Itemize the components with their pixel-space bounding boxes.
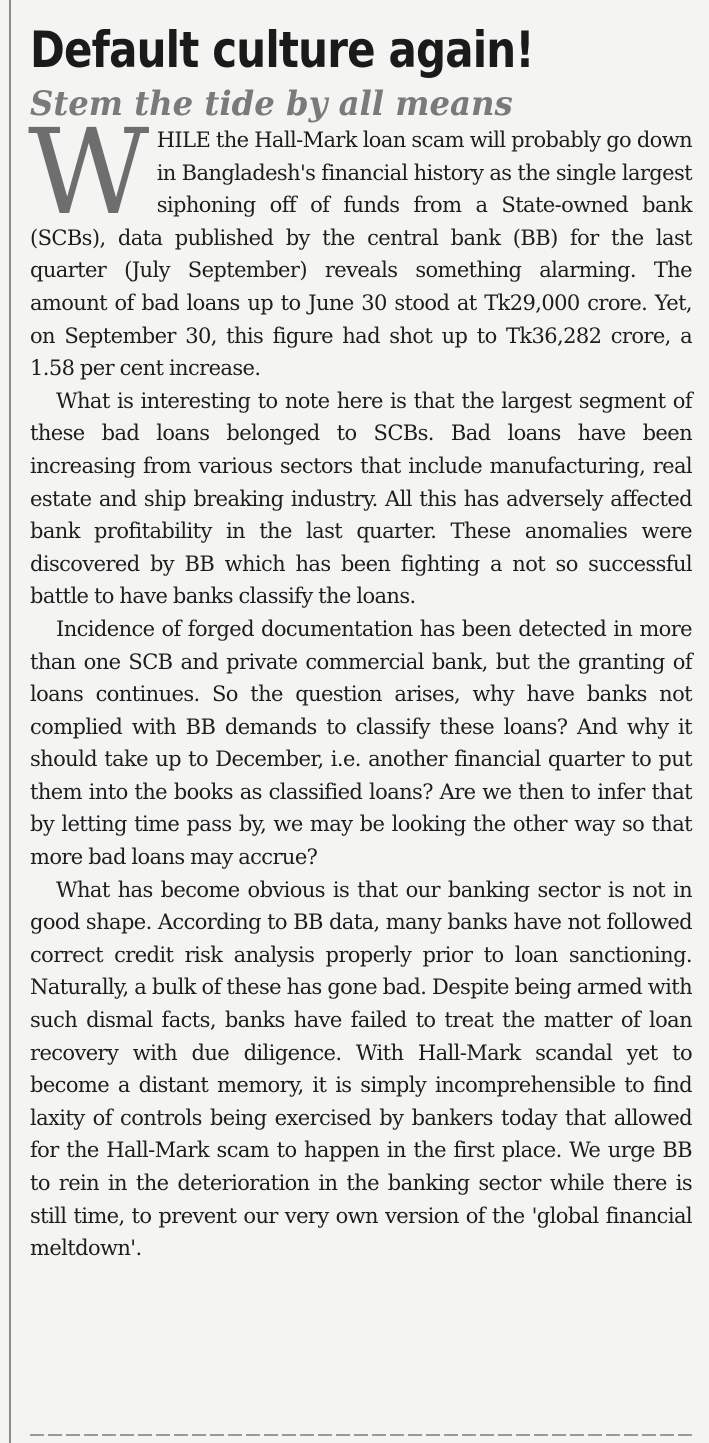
paragraph-4: What has become obvious is that our banking sector is not in good shape. According to BB data, many banks have not followed correct credit risk analysis properly prior to loan sanctioning. Naturally, a bulk of these has gone bad. Despite being armed with such dismal facts, banks have failed to treat the matter of loan recovery with due diligence. With Hall-Mark scandal yet to become a distant memory, it is simply incomprehensible to find laxity of controls being exercised by bankers today that allowed for the Hall-Mark scam to happen in the first place. We urge BB to rein in the deterioration in the banking sector while there is still time, to prevent our very own version of the 'global financial meltdown'. bbox=[30, 877, 692, 1261]
headline: Default culture again! bbox=[30, 21, 534, 79]
subheadline: Stem the tide by all means bbox=[30, 84, 513, 124]
paragraph-3: Incidence of forged documentation has been detected in more than one SCB and private commercial bank, but the granting of loans continues. So the question arises, why have banks not complied with BB demands to classify these loans? And why it should take up to December, i.e. another financial quarter to put them into the books as classified loans? Are we then to infer that by letting time pass by, we may be looking the other way so that more bad loans may accrue? bbox=[30, 616, 692, 870]
drop-cap: W bbox=[28, 103, 149, 241]
column-rule bbox=[9, 0, 11, 1443]
editorial-article bbox=[30, 18, 692, 1265]
paragraph-1-text: HILE the Hall-Mark loan scam will probably go down in Bangladesh's financial history as the single largest siphoning off of funds from a State-owned bank (SCBs), data published by the central bank (BB) for the last quarter (July September) reveals something alarming. The amount of bad loans up to June 30 stood at Tk29,000 crore. Yet, on September 30, this figure had shot up to Tk36,282 crore, a 1.58 per cent increase. bbox=[30, 128, 692, 381]
paragraph-2: What is interesting to note here is that the largest segment of these bad loans belonged to SCBs. Bad loans have been increasing from various sectors that include manufacturing, real estate and ship breaking industry. All this has adversely affected bank profitability in the last quarter. These anomalies were discovered by BB which has been fighting a not so successful battle to have banks classify the loans. bbox=[30, 388, 692, 609]
bottom-divider bbox=[30, 1434, 692, 1436]
